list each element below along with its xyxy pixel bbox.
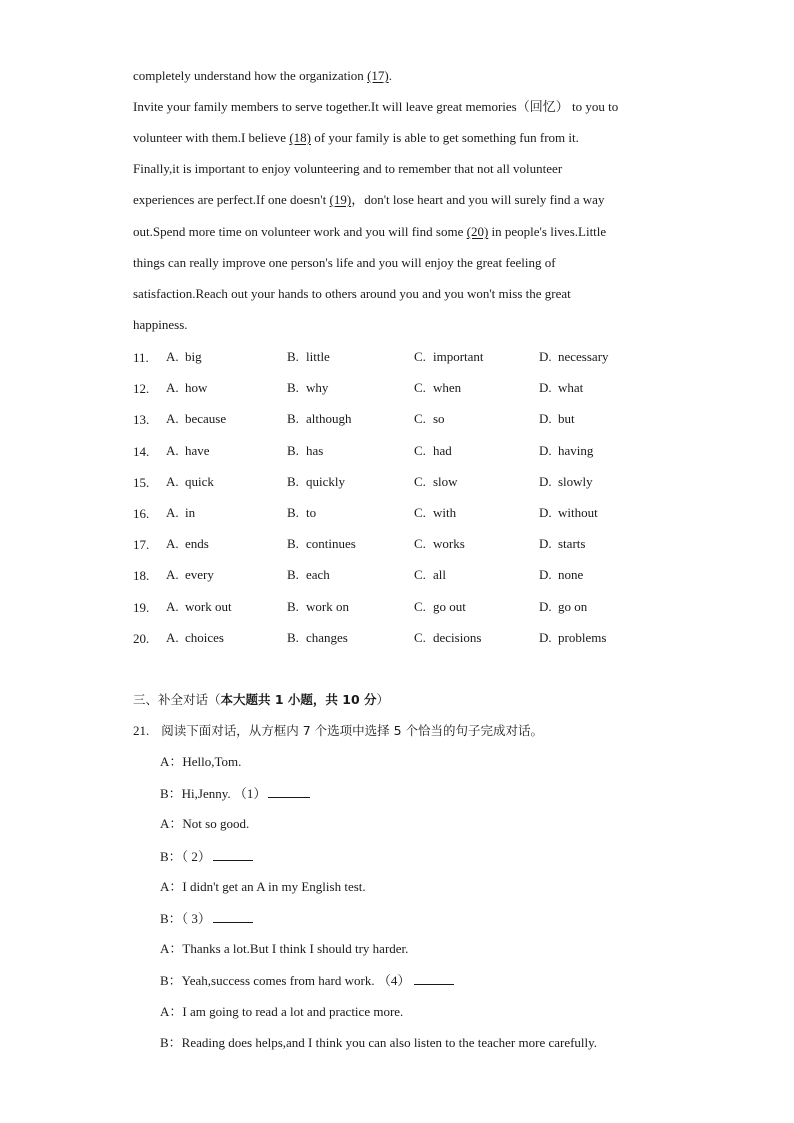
answer-blank-2[interactable] [213, 848, 253, 861]
option-letter: C. [414, 380, 426, 396]
option-d[interactable] [539, 411, 575, 427]
option-text: go out [433, 598, 466, 614]
option-letter: B. [287, 380, 299, 396]
answer-blank-3[interactable] [213, 910, 253, 923]
option-text: all [433, 567, 446, 583]
option-text: quickly [306, 473, 345, 489]
option-letter: D. [539, 536, 552, 552]
option-c[interactable] [414, 380, 461, 396]
question-number: 19. [133, 599, 150, 615]
option-text: none [558, 567, 584, 583]
option-text: choices [185, 629, 224, 645]
dialogue-line [160, 972, 454, 989]
option-text: to [306, 505, 317, 520]
option-letter: A. [166, 629, 179, 645]
option-text: slowly [558, 473, 593, 489]
option-d[interactable] [539, 630, 606, 646]
option-text: had [433, 442, 452, 458]
option-text: every [185, 567, 214, 583]
option-c[interactable] [414, 599, 466, 615]
option-d[interactable] [539, 443, 593, 459]
option-letter: D. [539, 567, 552, 583]
dialogue-line: A：Hello,Tom. [160, 754, 242, 769]
option-text: how [185, 380, 208, 396]
option-a[interactable] [166, 630, 224, 646]
question-row [133, 536, 693, 552]
option-letter: C. [414, 567, 426, 583]
option-text: but [558, 411, 575, 427]
question-number: 15. [133, 474, 150, 490]
option-a[interactable] [166, 536, 209, 552]
option-letter: D. [539, 349, 552, 364]
option-letter: C. [414, 629, 426, 645]
option-letter: A. [166, 505, 179, 520]
dialogue-line: B：Reading does helps,and I think you can also listen to the teacher more carefully. [160, 1035, 598, 1050]
option-text: without [558, 505, 598, 520]
option-text: slow [433, 473, 458, 489]
option-text: changes [306, 629, 348, 645]
question-row [133, 474, 693, 490]
option-a[interactable] [166, 505, 195, 521]
option-a[interactable] [166, 474, 214, 490]
option-d[interactable] [539, 505, 598, 521]
option-text: having [558, 442, 594, 458]
option-a[interactable] [166, 380, 207, 396]
option-b[interactable] [287, 599, 349, 615]
option-letter: B. [287, 442, 299, 458]
option-letter: B. [287, 505, 299, 520]
option-letter: B. [287, 629, 299, 645]
question-number: 17. [133, 537, 150, 553]
option-letter: D. [539, 411, 552, 427]
option-text: ends [185, 536, 209, 552]
option-c[interactable] [414, 505, 456, 521]
option-c[interactable] [414, 567, 446, 583]
option-c[interactable] [414, 474, 458, 490]
section-heading [133, 692, 389, 708]
option-letter: A. [166, 349, 179, 364]
section-heading-suffix: ） [376, 692, 390, 707]
option-text: what [558, 380, 584, 396]
passage-line [133, 224, 606, 240]
dialogue-line [160, 848, 253, 865]
section-heading-info: 本大题共 1 小题，共 10 分 [220, 692, 377, 707]
option-text: starts [558, 536, 586, 552]
option-b[interactable] [287, 443, 323, 459]
option-letter: C. [414, 505, 426, 520]
option-letter: A. [166, 536, 179, 552]
question-number: 21. [133, 723, 150, 738]
question-row [133, 505, 693, 521]
question-number: 18. [133, 568, 150, 584]
option-text: each [306, 567, 330, 583]
option-text: with [433, 505, 457, 520]
option-text: works [433, 536, 465, 552]
dialogue-line: A：Thanks a lot.But I think I should try harder. [160, 941, 409, 956]
passage-text: of your family is able to get something fun from it. [310, 130, 579, 145]
option-b[interactable] [287, 536, 356, 552]
passage-text: ，don't lose heart and you will surely find a way [351, 192, 605, 207]
option-b[interactable] [287, 349, 330, 365]
dialogue-text: B：（ 3） [160, 911, 211, 926]
option-text: important [433, 349, 484, 364]
option-a[interactable] [166, 349, 202, 365]
passage-text: experiences are perfect.If one doesn't [133, 192, 330, 207]
option-d[interactable] [539, 567, 583, 583]
option-d[interactable] [539, 536, 585, 552]
question-number: 16. [133, 506, 150, 521]
passage-line [133, 192, 604, 208]
option-text: go on [558, 598, 588, 614]
option-text: work out [185, 598, 232, 614]
question-row [133, 599, 693, 615]
question-row [133, 380, 693, 396]
option-text: although [306, 411, 352, 427]
option-a[interactable] [166, 567, 214, 583]
option-text: why [306, 380, 329, 396]
option-c[interactable] [414, 411, 445, 427]
option-letter: B. [287, 349, 299, 364]
passage-line: satisfaction.Reach out your hands to others around you and you won't miss the great [133, 286, 571, 301]
question-instruction: 阅读下面对话，从方框内 7 个选项中选择 5 个恰当的句子完成对话。 [161, 723, 544, 738]
option-letter: D. [539, 629, 552, 645]
dialogue-text: B：（ 2） [160, 849, 211, 864]
passage-line: Finally,it is important to enjoy volunteering and to remember that not all volunteer [133, 161, 563, 176]
option-letter: D. [539, 442, 552, 458]
dialogue-line: A：I am going to read a lot and practice more. [160, 1004, 404, 1019]
option-b[interactable] [287, 567, 330, 583]
option-text: so [433, 411, 445, 427]
option-text: in [185, 505, 196, 520]
option-letter: B. [287, 473, 299, 489]
question-number: 11. [133, 350, 149, 365]
option-letter: B. [287, 411, 299, 427]
option-text: because [185, 411, 227, 427]
dialogue-line [160, 910, 253, 927]
blank-17: (17) [367, 68, 389, 83]
option-text: big [185, 349, 202, 364]
option-a[interactable] [166, 443, 210, 459]
option-letter: B. [287, 598, 299, 614]
option-letter: B. [287, 536, 299, 552]
passage-line: Invite your family members to serve together.It will leave great memories（回忆） to you to [133, 99, 619, 114]
option-text: decisions [433, 629, 482, 645]
option-text: has [306, 442, 324, 458]
question-number: 20. [133, 630, 150, 646]
question-row [133, 630, 693, 646]
dialogue-line: A：Not so good. [160, 816, 250, 831]
option-d[interactable] [539, 474, 593, 490]
option-b[interactable] [287, 505, 316, 521]
option-b[interactable] [287, 380, 328, 396]
option-letter: A. [166, 380, 179, 396]
option-b[interactable] [287, 474, 345, 490]
option-text: work on [306, 598, 349, 614]
dialogue-line: A：I didn't get an A in my English test. [160, 879, 366, 894]
question-row [133, 443, 693, 459]
dialogue-text: B：Hi,Jenny. （1） [160, 786, 267, 801]
option-letter: A. [166, 473, 179, 489]
option-letter: C. [414, 411, 426, 427]
option-letter: D. [539, 473, 552, 489]
option-letter: D. [539, 505, 552, 520]
option-letter: D. [539, 380, 552, 396]
passage-line [133, 130, 579, 146]
question-number: 14. [133, 443, 150, 459]
passage-text: volunteer with them.I believe [133, 130, 290, 145]
passage-text: . [388, 68, 392, 83]
passage-text: completely understand how the organization [133, 68, 368, 83]
option-text: when [433, 380, 462, 396]
option-letter: C. [414, 473, 426, 489]
option-letter: C. [414, 442, 426, 458]
blank-20: (20) [466, 224, 489, 239]
question-number: 12. [133, 381, 150, 397]
option-letter: A. [166, 567, 179, 583]
option-text: continues [306, 536, 356, 552]
option-letter: C. [414, 349, 426, 364]
option-letter: C. [414, 536, 426, 552]
option-letter: B. [287, 567, 299, 583]
option-letter: A. [166, 442, 179, 458]
option-c[interactable] [414, 630, 481, 646]
question-21 [133, 723, 543, 739]
option-a[interactable] [166, 411, 226, 427]
option-letter: A. [166, 598, 179, 614]
passage-text: in people's lives.Little [488, 224, 607, 239]
answer-blank-1[interactable] [268, 785, 310, 798]
dialogue-text: B：Yeah,success comes from hard work. （4） [160, 973, 411, 988]
option-d[interactable] [539, 349, 609, 365]
question-row [133, 411, 693, 427]
question-row [133, 567, 693, 583]
blank-19: (19) [329, 192, 352, 207]
option-letter: C. [414, 598, 426, 614]
option-a[interactable] [166, 599, 232, 615]
section-heading-prefix: 三、补全对话（ [133, 692, 221, 707]
passage-text: out.Spend more time on volunteer work and you will find some [133, 224, 467, 239]
option-letter: A. [166, 411, 179, 427]
passage-line [133, 68, 392, 84]
passage-line: happiness. [133, 317, 188, 332]
option-text: have [185, 442, 210, 458]
option-text: little [306, 349, 330, 364]
option-c[interactable] [414, 349, 484, 365]
option-text: quick [185, 473, 214, 489]
option-c[interactable] [414, 443, 452, 459]
passage-line: things can really improve one person's life and you will enjoy the great feeling of [133, 255, 556, 270]
dialogue-line [160, 785, 310, 802]
option-d[interactable] [539, 599, 587, 615]
answer-blank-4[interactable] [414, 972, 454, 985]
question-row [133, 349, 693, 365]
option-b[interactable] [287, 411, 352, 427]
option-text: problems [558, 629, 607, 645]
option-c[interactable] [414, 536, 465, 552]
option-letter: D. [539, 598, 552, 614]
question-number: 13. [133, 412, 150, 428]
option-b[interactable] [287, 630, 348, 646]
option-d[interactable] [539, 380, 583, 396]
blank-18: (18) [289, 130, 311, 145]
option-text: necessary [558, 349, 609, 364]
